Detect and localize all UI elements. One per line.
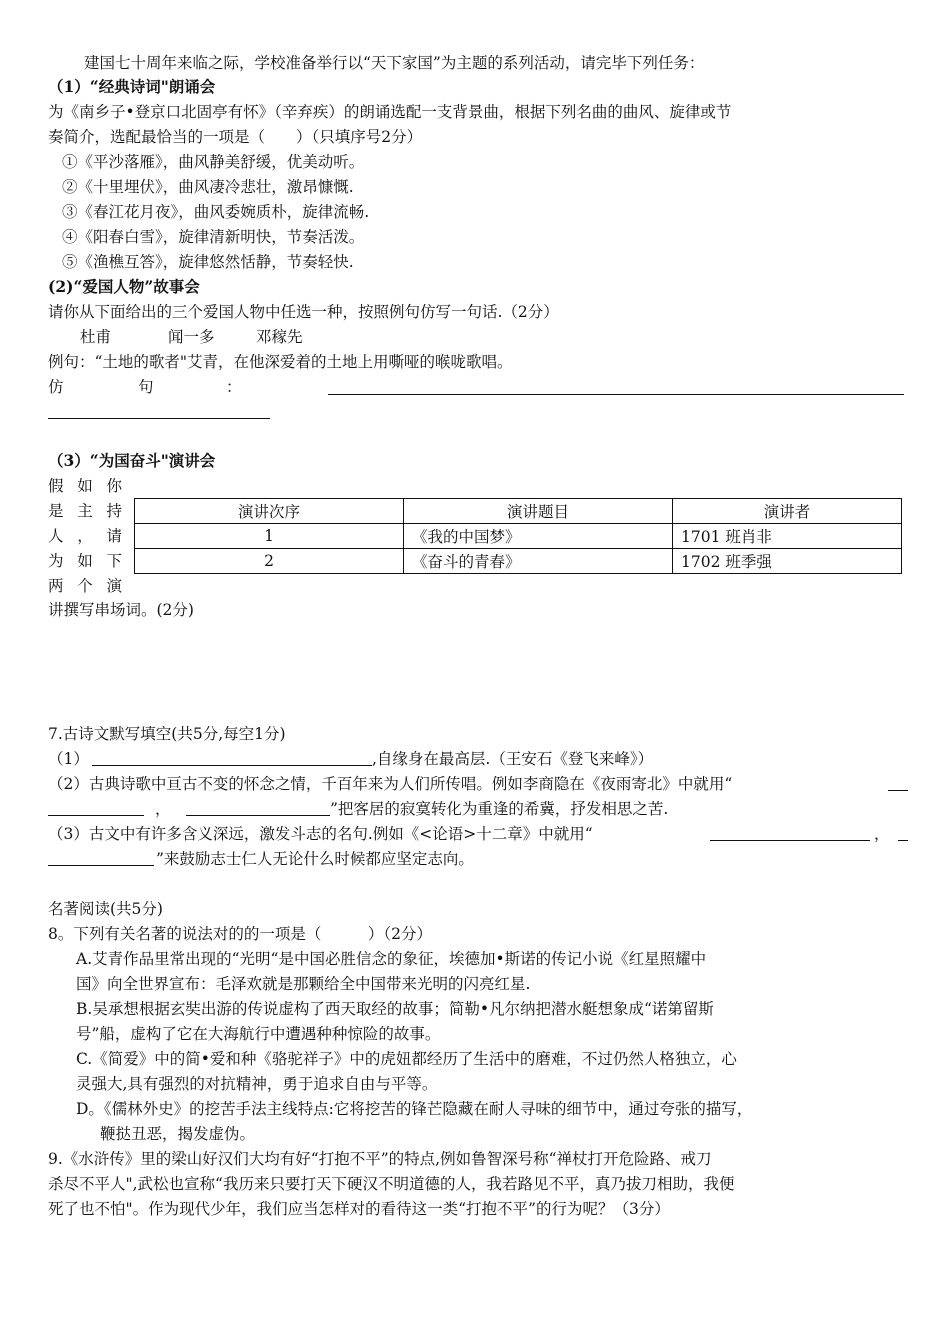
q9-line3: 死了也不怕"。作为现代少年，我们应当怎样对的看待这一类“打抱不平”的行为呢？（3分） [48,1200,670,1218]
intro-text: 建国七十周年来临之际，学校准备举行以“天下家国”为主题的系列活动，请完毕下列任务： [84,54,705,72]
q7-blank-2a[interactable] [888,790,908,791]
q8-option-b-cont: 号”船，虚构了它在大海航行中遭遇种种惊险的故事。 [76,1025,441,1043]
table-row [135,549,902,574]
table-header-row [135,499,902,524]
s2-instruction: 请你从下面给出的三个爱国人物中任选一种，按照例句仿写一句话.（2分） [48,303,559,321]
host-line: 假如你 [48,477,122,495]
s1-heading: （1）“经典诗词"朗诵会 [48,77,216,96]
q7-p3-line1: （3）古文中有许多含义深远，激发斗志的名句.例如《<论语>十二章》中就用“ [48,825,593,843]
q7-p3-line2: ”来鼓励志士仁人无论什么时候都应坚定志向。 [156,850,474,868]
q7-title: 7.古诗文默写填空(共5分,每空1分) [48,725,286,743]
table-row [135,524,902,549]
imitate-label-char: 句 [138,378,154,396]
q7-blank-1[interactable] [92,765,372,766]
table-cell: 1702 班季强 [673,549,902,574]
q7-p3-comma: ， [874,825,890,843]
s1-option: ⑤《渔樵互答》，旋律悠然恬静，节奏轻快. [62,253,354,271]
s1-option: ③《春江花月夜》，曲风委婉质朴，旋律流畅. [62,203,370,221]
s2-heading: (2)“爱国人物”故事会 [48,277,200,296]
q8-option-b: B.吴承想根据玄奘出游的传说虚构了西天取经的故事；简勒•凡尔纳把潜水艇想象成“诺第留斯 [76,1000,714,1018]
q7-blank-3[interactable] [186,815,330,816]
q7-p2-line2: ”把客居的寂寞转化为重逢的希冀，抒发相思之苦. [330,800,669,818]
q7-p1-label: （1） [48,750,89,768]
q7-p2-line1: （2）古典诗歌中亘古不变的怀念之情，千百年来为人们所传唱。例如李商隐在《夜雨寄北》中就用“ [48,775,733,793]
imitate-answer-line-2[interactable] [48,418,270,419]
host-line: 为如下 [48,552,122,570]
q9-line1: 9.《水浒传》里的梁山好汉们大均有好“打抱不平”的特点,例如鲁智深号称“禅杖打开危险路、戒刀 [48,1150,712,1168]
s1-question-line1: 为《南乡子•登京口北固亭有怀》（辛弃疾）的朗诵选配一支背景曲，根据下列名曲的曲风、旋律或节 [48,103,732,121]
s2-example: 例句：“土地的歌者"艾青，在他深爱着的土地上用嘶哑的喉咙歌唱。 [48,353,513,371]
imitate-label-char: 仿 [48,378,64,396]
host-line: 人，请 [48,527,122,545]
s3-host-text [48,474,122,599]
host-line: 两个演 [48,577,122,595]
table-cell: 1701 班肖非 [673,524,902,549]
q7-blank-5a[interactable] [898,840,908,841]
q8-option-a: A.艾青作品里常出现的“光明“是中国必胜信念的象征，埃德加•斯诺的传记小说《红星照耀中 [76,950,707,968]
q8-option-c-cont: 灵强大,具有强烈的对抗精神，勇于追求自由与平等。 [76,1075,438,1093]
s3-tail: 讲撰写串场词。(2分) [48,601,194,619]
q8-option-a-cont: 国》向全世界宣布：毛泽欢就是那颗给全中国带来光明的闪亮红星. [76,975,531,993]
q7-blank-4[interactable] [710,840,870,841]
table-header-cell: 演讲次序 [135,499,404,524]
s2-name-dufu: 杜甫 [80,328,112,346]
table-cell: 《奋斗的青春》 [404,549,673,574]
q7-blank-5b[interactable] [48,865,154,866]
s1-option: ①《平沙落雁》，曲风静美舒缓，优美动听。 [62,153,365,171]
s1-option: ④《阳春白雪》，旋律清新明快，节奏活泼。 [62,228,365,246]
q8-option-d-cont: 鞭挞丑恶，揭发虚伪。 [100,1125,256,1143]
q7-blank-2b[interactable] [48,815,144,816]
s3-heading: （3）“为国奋斗"演讲会 [48,451,216,470]
table-header-cell: 演讲者 [673,499,902,524]
s2-name-dengjiaxian: 邓稼先 [256,328,303,346]
host-line: 是主持 [48,502,122,520]
q7-p1-text: ,自缘身在最高层.（王安石《登飞来峰》） [372,750,654,768]
table-cell: 《我的中国梦》 [404,524,673,549]
q8-option-c: C.《简爱》中的简•爱和种《骆驼祥子》中的虎妞都经历了生活中的磨难，不过仍然人格独立，心 [76,1050,737,1068]
q7-p2-comma: ， [155,800,171,818]
table-cell: 2 [135,549,404,574]
table-header-cell: 演讲题目 [404,499,673,524]
s1-option: ②《十里埋伏》，曲风凄冷悲壮，激昂慷慨. [62,178,354,196]
q9-line2: 杀尽不平人",武松也宣称“我历来只要打天下硬汉不明道德的人，我若路见不平，真乃拔刀相助，我便 [48,1175,735,1193]
reading-title: 名著阅读(共5分) [48,900,163,918]
s1-question-line2: 奏简介，选配最恰当的一项是（ ）（只填序号2分） [48,128,423,146]
imitate-label-char: ： [226,378,242,396]
imitate-answer-line[interactable] [328,394,904,395]
q8-stem: 8。下列有关名著的说法对的的一项是（ ）（2分） [48,925,432,943]
q8-option-d: D。《儒林外史》的挖苦手法主线特点:它将挖苦的锋芒隐藏在耐人寻味的细节中，通过夸张的描写， [76,1100,753,1118]
s2-name-wenyiduo: 闻一多 [168,328,215,346]
speech-table [134,498,902,574]
table-cell: 1 [135,524,404,549]
